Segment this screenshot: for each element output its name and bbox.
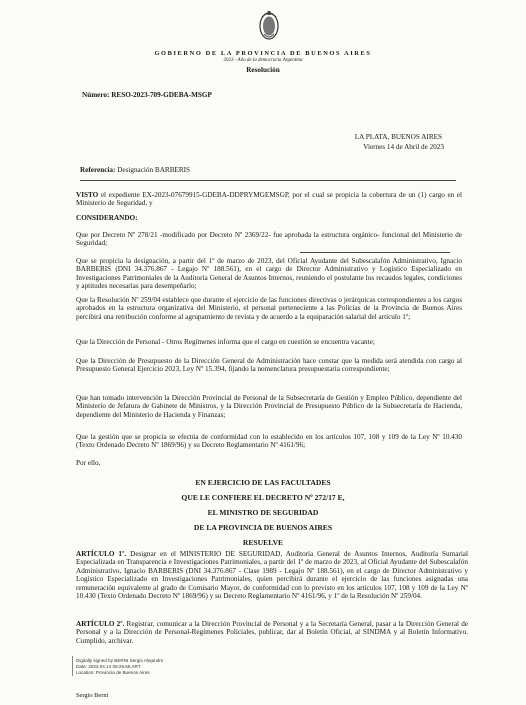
considerando-heading: CONSIDERANDO: (76, 214, 138, 222)
reference-label: Referencia: (80, 166, 116, 174)
resolution-number (82, 91, 212, 99)
divider (300, 252, 450, 253)
reference (80, 166, 190, 174)
government-header: GOBIERNO DE LA PROVINCIA DE BUENOS AIRES (154, 50, 372, 57)
resolve-line-2: QUE LE CONFIERE EL DECRETO Nº 272/17 E, (181, 493, 345, 502)
paragraph-6: Que han tomado intervención la Dirección Provincial de Personal de la Subsecretaría de Gestión y Empleo Público, dependiente del Ministerio de Jefatura de Gabinete de Ministros, y la Dirección Provincial de Presupuesto Público de la Subsecretaría de Hacienda, dependiente del Ministerio de Hacienda y Finanzas; (76, 394, 462, 419)
resolve-line-4: DE LA PROVINCIA DE BUENOS AIRES (193, 523, 333, 532)
resolve-line-3: EL MINISTRO DE SEGURIDAD (207, 508, 319, 517)
number-value: RESO-2023-709-GDEBA-MSGP (111, 91, 212, 99)
paragraph-8: Por ello, (76, 459, 101, 467)
signature-line-2: Date: 2023.04.14 08:25:55 ART (76, 664, 141, 669)
divider (80, 180, 456, 181)
paragraph-4: Que la Dirección de Personal - Otros Regímenes informa que el cargo en cuestión se encuentra vacante; (76, 338, 375, 346)
paragraph-3: Que la Resolución Nº 259/04 establece que durante el ejercicio de las funciones directivas o jerárquicas correspondientes a los cargos aprobados en la estructura organizativa del Ministerio, el personal perteneciente a las Policías de la Provincia de Buenos Aires percibirá una retribución conforme al agrupamiento de revista y de acuerdo a la equiparación salarial del artículo 1º; (76, 296, 462, 321)
provincial-seal-icon (258, 8, 280, 44)
signature-line-1: Digitally signed by BERNI Sergio Alejandro (76, 658, 164, 663)
article-2-text: Registrar, comunicar a la Dirección Provincial de Personal y a la Secretaría General, pasar a la Dirección General de Personal y a la Dirección de Personal-Regímenes Policiales, publicar, dar al Boletín Oficial, al SINDMA y al Boletín Informativo. Cumplido, archivar. (76, 620, 468, 645)
number-label: Número: (82, 91, 110, 99)
article-1-text: Designar en el MINISTERIO DE SEGURIDAD, Auditoría General de Asuntos Internos, Auditoría Sumarial Especializada en Transparencia e Investigaciones Patrimoniales, a partir del 1º de marzo de 2023, al Oficial Ayudante del Subescalafón Administrativo, Ignacio BARBERIS (DNI 34.376.867 - Clase 1989 - Legajo Nº 188.561), en el cargo de Director Administrativo y Logístico Especializado en Investigaciones Patrimoniales, quien percibirá durante el ejercicio de las funciones asignadas una remuneración equivalente al grado de Comisario Mayor, de conformidad con lo previsto en los artículos 107, 108 y 109 de la Ley Nº 10.430 (Texto Ordenado Decreto Nº 1869/96) y su Decreto Reglamentario Nº 4161/96, y 1º de la Resolución Nº 259/04. (76, 550, 468, 601)
signature-line-3: Location: Provincia de Buenos Aires (76, 670, 150, 675)
visto-text: el expediente EX-2023-07679915-GDEBA-DDPRYMGEMSGP, por el cual se propicia la cobertura de un (1) cargo en el Ministerio de Seguridad, y (76, 191, 462, 208)
paragraph-7: Que la gestión que se propicia se efectúa de conformidad con lo establecido en los artículos 107, 108 y 109 de la Ley Nº 10.430 (Texto Ordenado Decreto Nº 1869/96) y su Decreto Reglamentario Nº 4161/96; (76, 433, 462, 450)
reference-value: Designación BARBERIS (117, 166, 191, 174)
article-2-label: ARTÍCULO 2º. (76, 620, 125, 628)
year-motto: 2023 - Año de la democracia Argentina (223, 58, 303, 63)
paragraph-5: Que la Dirección de Presupuesto de la Dirección General de Administración hace constar que la medida será atendida con cargo al Presupuesto General Ejercicio 2023, Ley Nº 15.394, fijando la nomenclatura presupuestaria correspondiente; (76, 357, 462, 374)
visto-paragraph (76, 191, 462, 208)
paragraph-2: Que se propicia la designación, a partir del 1º de marzo de 2023, del Oficial Ayudante del Subescalafón Administrativo, Ignacio BARBERIS (DNI 34.376.867 - Legajo Nº 188.561), en el cargo de Director Administrativo y Logístico Especializado en Investigaciones Patrimoniales de la Auditoría General de Asuntos Internos, reuniendo el postulante los recaudos legales, condiciones y aptitudes necesarias para desempeñarlo; (76, 257, 462, 291)
article-1 (76, 550, 468, 600)
city: LA PLATA, BUENOS AIRES (354, 133, 442, 141)
signer-name: Sergio Berni (76, 692, 109, 699)
resolve-line-5: RESUELVE (242, 538, 284, 547)
visto-lead: VISTO (76, 191, 99, 199)
resolve-line-1: EN EJERCICIO DE LAS FACULTADES (195, 478, 331, 487)
article-1-label: ARTÍCULO 1º. (76, 550, 127, 558)
article-2 (76, 620, 468, 645)
document-type: Resolución (246, 66, 280, 74)
date: Viernes 14 de Abril de 2023 (363, 143, 444, 151)
paragraph-1: Que por Decreto Nº 278/21 -modificado por Decreto Nº 2369/22- fue aprobada la estructura orgánico- funcional del Ministerio de Seguridad; (76, 231, 462, 248)
